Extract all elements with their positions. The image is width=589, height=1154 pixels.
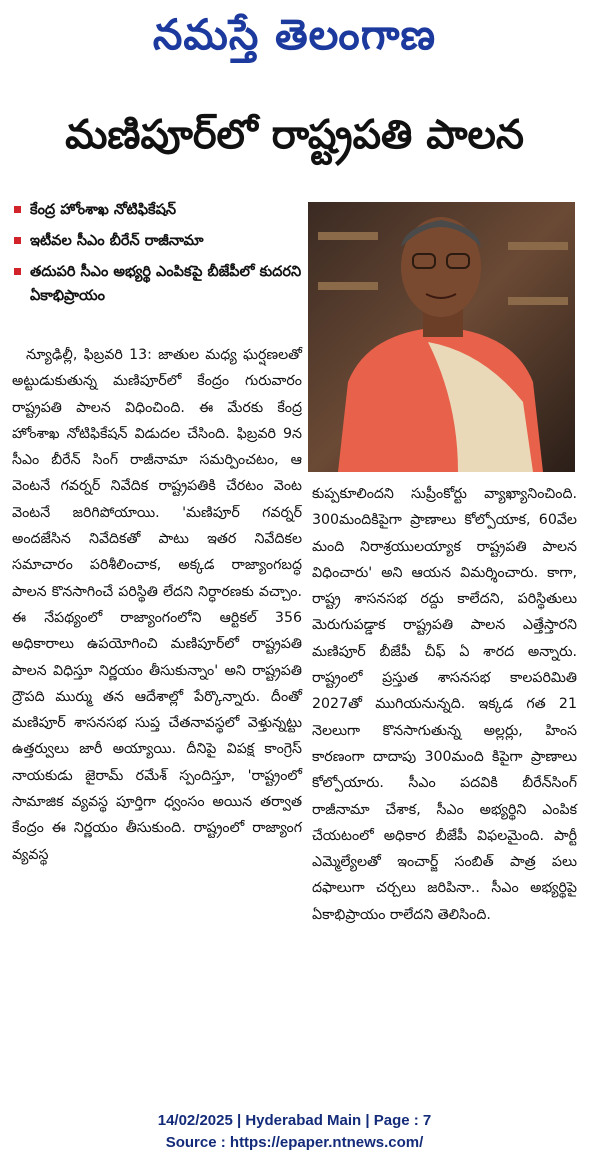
article-body-left-column — [12, 342, 302, 868]
body-paragraph: న్యూఢిల్లీ, ఫిబ్రవరి 13: జాతుల మధ్య ఘర్షణలతో అట్టుడుకుతున్న మణిపూర్‌లో కేంద్రం గురువారం రాష్ట్రపతి పాలన విధించింది. ఈ మేరకు కేంద్ర హోంశాఖ నోటిఫికేషన్ విడుదల చేసింది. ఫిబ్రవరి 9న సీఎం బీరేన్ సింగ్ రాజీనామా సమర్పించటం, ఆ వెంటనే గవర్నర్ నివేదిక రాష్ట్రపతికి చేరటం వెంట వెంటనే జరిగిపోయాయి. 'మణిపూర్ గవర్నర్ అందజేసిన నివేదికతో పాటు ఇతర నివేదికల సమాచారం పరిశీలించాక, అక్కడ రాజ్యాంగబద్ధ పాలన కొనసాగించే పరిస్థితి లేదని నిర్ధారణకు వచ్చాం. ఈ నేపథ్యంలో రాజ్యాంగంలోని ఆర్టికల్ 356 అధికారాలు ఉపయోగించి మణిపూర్‌లో రాష్ట్రపతి పాలన విధిస్తూ నిర్ణయం తీసుకున్నాం' అని రాష్ట్రపతి ద్రౌపది ముర్ము తన ఆదేశాల్లో పేర్కొన్నారు. దీంతో మణిపూర్ శాసనసభ సుప్త చేతనావస్థలో వెళ్తున్నట్టు ఉత్తర్వులు జారీ అయ్యాయి. దీనిపై విపక్ష కాంగ్రెస్ నాయకుడు జైరామ్ రమేశ్ స్పందిస్తూ, 'రాష్ట్రంలో సామాజిక వ్యవస్థ పూర్తిగా ధ్వంసం అయిన తర్వాత కేంద్రం ఈ నిర్ణయం తీసుకుంది. రాష్ట్రంలో రాజ్యాంగ వ్యవస్థ — [12, 347, 302, 863]
subheadline-bullets — [14, 198, 304, 315]
portrait-illustration — [308, 202, 575, 472]
bullet-item — [14, 260, 304, 308]
footer-source: Source : https://epaper.ntnews.com/ — [165, 1134, 424, 1151]
bullet-marker — [14, 206, 21, 213]
headline-text: మణిపూర్‌లో రాష్ట్రపతి పాలన — [65, 112, 524, 158]
footer-date-page: 14/02/2025 | Hyderabad Main | Page : 7 — [157, 1112, 432, 1129]
bullet-text: ఇటీవల సీఎం బీరేన్ రాజీనామా — [30, 233, 204, 249]
president-photo — [308, 202, 575, 472]
article-body-right-column — [312, 481, 577, 928]
masthead-title: నమస్తే తెలంగాణ — [152, 10, 437, 59]
bullet-marker — [14, 237, 21, 244]
bullet-item — [14, 229, 304, 253]
source-footer — [0, 1110, 589, 1154]
bullet-text: కేంద్ర హోంశాఖ నోటిఫికేషన్ — [30, 202, 177, 218]
body-paragraph: కుప్పకూలిందని సుప్రీంకోర్టు వ్యాఖ్యానించింది. 300మందికిపైగా ప్రాణాలు కోల్పోయాక, 60వేల మంది నిరాశ్రయులయ్యాక రాష్ట్రపతి పాలన విధించారు' అని ఆయన విమర్శించారు. కాగా, రాష్ట్ర శాసనసభ రద్దు కాలేదని, పరిస్థితులు మెరుగుపడ్డాక రాష్ట్రపతి పాలన ఎత్తేస్తారని మణిపూర్ బీజేపీ చీఫ్ ఏ శారద అన్నారు. రాష్ట్రంలో ప్రస్తుత శాసనసభ కాలపరిమితి 2027తో ముగియనున్నది. ఇక్కడ గత 21 నెలలుగా కొనసాగుతున్న అల్లర్లు, హింస కారణంగా దాదాపు 300మంది కిపైగా ప్రాణాలు కోల్పోయారు. సీఎం పదవికి బీరేన్‌సింగ్ రాజీనామా చేశాక, సీఎం అభ్యర్థిని ఎంపిక చేయటంలో అధికార బీజేపీ విఫలమైంది. పార్టీ ఎమ్మెల్యేలతో ఇంచార్జ్ సంబిత్ పాత్ర పలు దఫాలుగా చర్చలు జరిపినా.. సీఎం అభ్యర్థిపై ఏకాభిప్రాయం రాలేదని తెలిసింది. — [312, 486, 577, 923]
article-headline — [0, 100, 589, 170]
bullet-item — [14, 198, 304, 222]
newspaper-masthead — [0, 4, 589, 66]
bullet-text: తదుపరి సీఎం అభ్యర్థి ఎంపికపై బీజేపీలో కుదరని ఏకాభిప్రాయం — [30, 264, 302, 304]
bullet-marker — [14, 268, 21, 275]
